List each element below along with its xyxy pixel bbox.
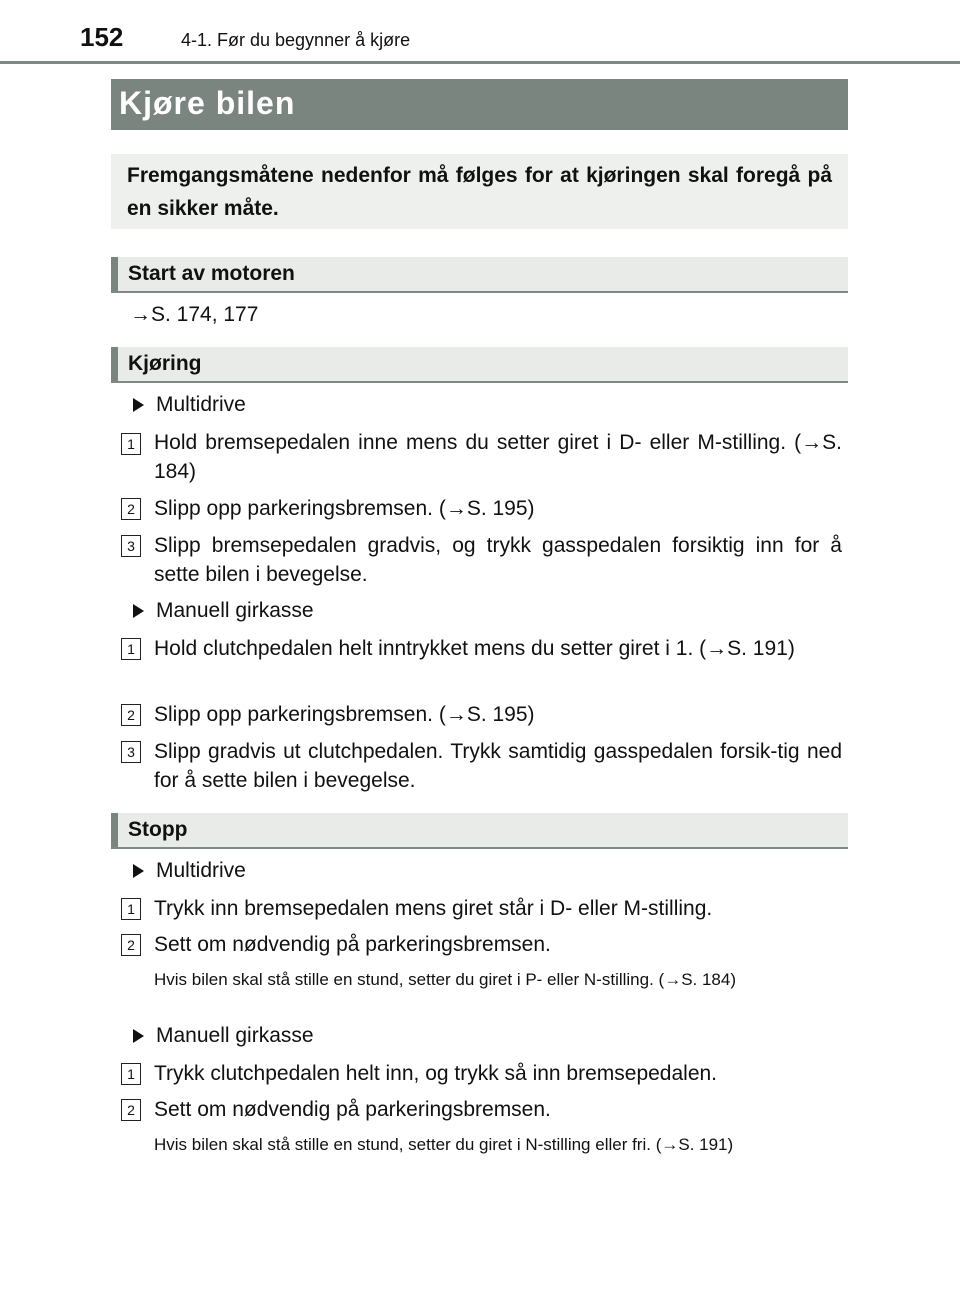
- step-text: Slipp opp parkeringsbremsen. (→S. 195): [154, 703, 535, 726]
- step-text: Trykk clutchpedalen helt inn, og trykk så inn bremsepedalen.: [154, 1062, 718, 1085]
- section-title: Kjøring: [128, 352, 202, 375]
- step-number-badge: 1: [121, 1063, 141, 1085]
- step-number-badge: 2: [121, 1099, 141, 1121]
- step-text: Slipp gradvis ut clutchpedalen. Trykk samtidig gasspedalen forsik-tig ned for å sette bilen i bevegelse.: [154, 740, 842, 792]
- step-text: Slipp opp parkeringsbremsen. (→S. 195): [154, 497, 535, 520]
- section-marker: [111, 257, 118, 291]
- subheading-manual: [130, 599, 314, 623]
- page-number: 152: [80, 22, 124, 52]
- header-divider: [0, 61, 960, 64]
- step-number-badge: 2: [121, 704, 141, 726]
- section-heading-driving: [111, 347, 848, 383]
- step-number-badge: 2: [121, 498, 141, 520]
- step-number-badge: 3: [121, 535, 141, 557]
- subheading-label: Multidrive: [156, 859, 246, 882]
- section-heading-start: [111, 257, 848, 293]
- section-title: Start av motoren: [128, 262, 295, 285]
- chapter-title: 4-1. Før du begynner å kjøre: [181, 30, 411, 50]
- intro-box: [111, 154, 848, 229]
- section-heading-stop: [111, 813, 848, 849]
- note-text: Hvis bilen skal stå stille en stund, setter du giret i P- eller N-stilling. (→S. 184): [154, 970, 737, 989]
- step-text: Hold clutchpedalen helt inntrykket mens du setter giret i 1. (→S. 191): [154, 637, 795, 660]
- triangle-bullet-icon: [133, 398, 144, 412]
- triangle-bullet-icon: [133, 1029, 144, 1043]
- step-text: Hold bremsepedalen inne mens du setter giret i D- eller M-stilling. (→S. 184): [154, 431, 842, 483]
- subheading-label: Manuell girkasse: [156, 1024, 314, 1047]
- step-number-badge: 3: [121, 741, 141, 763]
- step-text: Sett om nødvendig på parkeringsbremsen.: [154, 933, 551, 956]
- section-marker: [111, 813, 118, 847]
- step-text: Sett om nødvendig på parkeringsbremsen.: [154, 1098, 551, 1121]
- subheading-multidrive: [130, 393, 246, 417]
- page-header: [0, 0, 960, 66]
- page-title-bar: [111, 79, 848, 130]
- step-number-badge: 1: [121, 638, 141, 660]
- triangle-bullet-icon: [133, 604, 144, 618]
- subheading-manual: [130, 1024, 314, 1048]
- page-title: Kjøre bilen: [119, 85, 296, 121]
- step-number-badge: 1: [121, 898, 141, 920]
- section-marker: [111, 347, 118, 381]
- subheading-label: Manuell girkasse: [156, 599, 314, 622]
- subheading-label: Multidrive: [156, 393, 246, 416]
- step-text: Slipp bremsepedalen gradvis, og trykk gasspedalen forsiktig inn for å sette bilen i bevegelse.: [154, 534, 842, 586]
- page-reference: →S. 174, 177: [130, 303, 259, 326]
- triangle-bullet-icon: [133, 864, 144, 878]
- section-title: Stopp: [128, 818, 188, 841]
- subheading-multidrive: [130, 859, 246, 883]
- step-text: Trykk inn bremsepedalen mens giret står i D- eller M-stilling.: [154, 897, 713, 920]
- step-number-badge: 2: [121, 934, 141, 956]
- step-number-badge: 1: [121, 433, 141, 455]
- intro-text: Fremgangsmåtene nedenfor må følges for at kjøringen skal foregå på en sikker måte.: [127, 164, 832, 220]
- note-text: Hvis bilen skal stå stille en stund, setter du giret i N-stilling eller fri. (→S. 191): [154, 1135, 734, 1154]
